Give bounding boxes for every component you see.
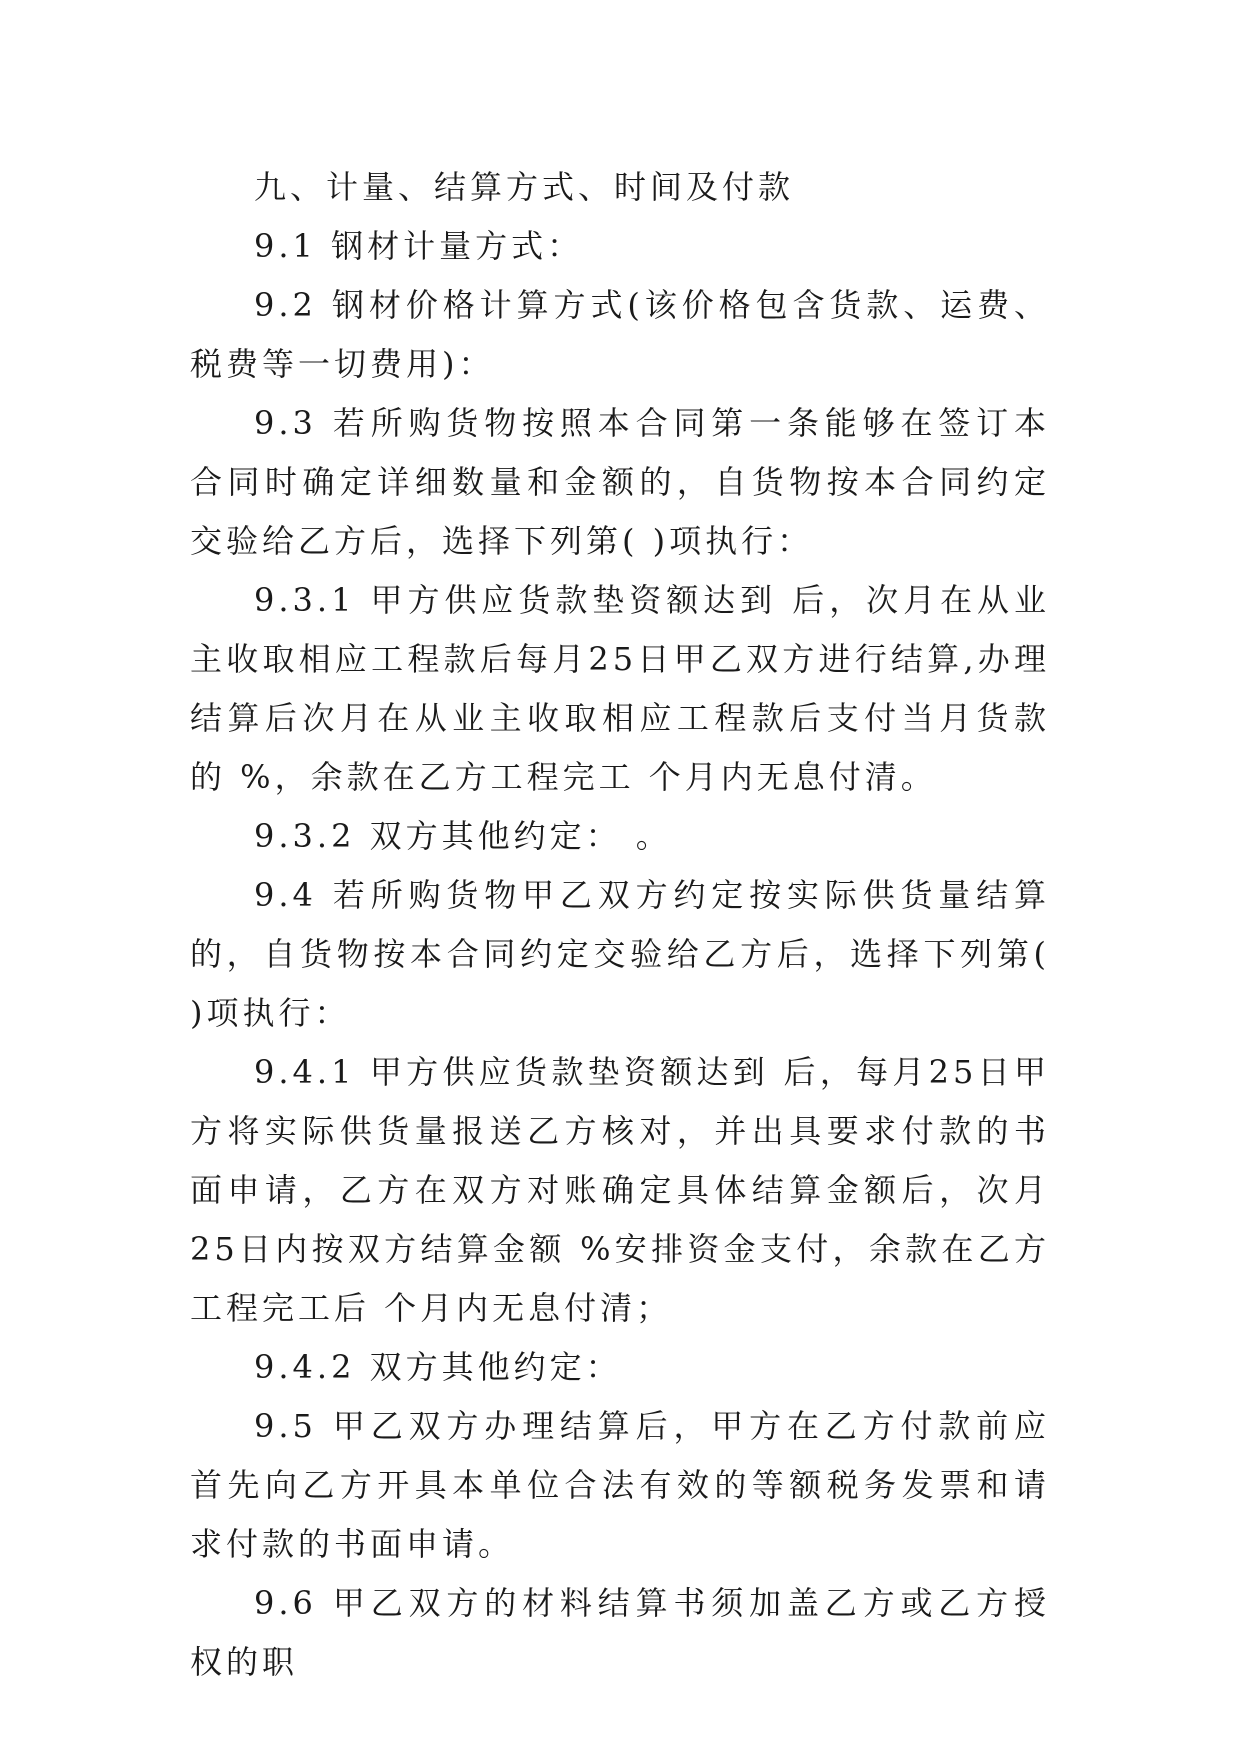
section-heading: 九、计量、结算方式、时间及付款 — [254, 168, 795, 206]
clause-9-3-2: 9.3.2 双方其他约定： 。 — [254, 817, 672, 855]
clause-9-5: 9.5 甲乙双方办理结算后，甲方在乙方付款前应首先向乙方开具本单位合法有效的等额税务发票和请求付款的书面申请。 — [190, 1407, 1050, 1563]
clause-9-2: 9.2 钢材价格计算方式(该价格包含货款、运费、税费等一切费用)： — [190, 286, 1050, 383]
clause-9-4: 9.4 若所购货物甲乙双方约定按实际供货量结算的，自货物按本合同约定交验给乙方后，选择下列第( )项执行： — [190, 876, 1050, 1032]
clause-9-6: 9.6 甲乙双方的材料结算书须加盖乙方或乙方授权的职 — [190, 1584, 1050, 1681]
clause-9-4-1: 9.4.1 甲方供应货款垫资额达到 后，每月25日甲方将实际供货量报送乙方核对，并出具要求付款的书面申请，乙方在双方对账确定具体结算金额后，次月25日内按双方结算金额 %安排资金支付，余款在乙方工程完工后 个月内无息付清； — [190, 1053, 1050, 1327]
clause-9-4-2: 9.4.2 双方其他约定： — [254, 1348, 622, 1386]
clause-9-3: 9.3 若所购货物按照本合同第一条能够在签订本合同时确定详细数量和金额的，自货物按本合同约定交验给乙方后，选择下列第( )项执行： — [190, 404, 1050, 560]
document-body — [190, 158, 1050, 1692]
clause-9-3-1: 9.3.1 甲方供应货款垫资额达到 后，次月在从业主收取相应工程款后每月25日甲乙双方进行结算,办理结算后次月在从业主收取相应工程款后支付当月货款的 %，余款在乙方工程完工 个月内无息付清。 — [190, 581, 1050, 796]
clause-9-1: 9.1 钢材计量方式： — [254, 227, 584, 265]
